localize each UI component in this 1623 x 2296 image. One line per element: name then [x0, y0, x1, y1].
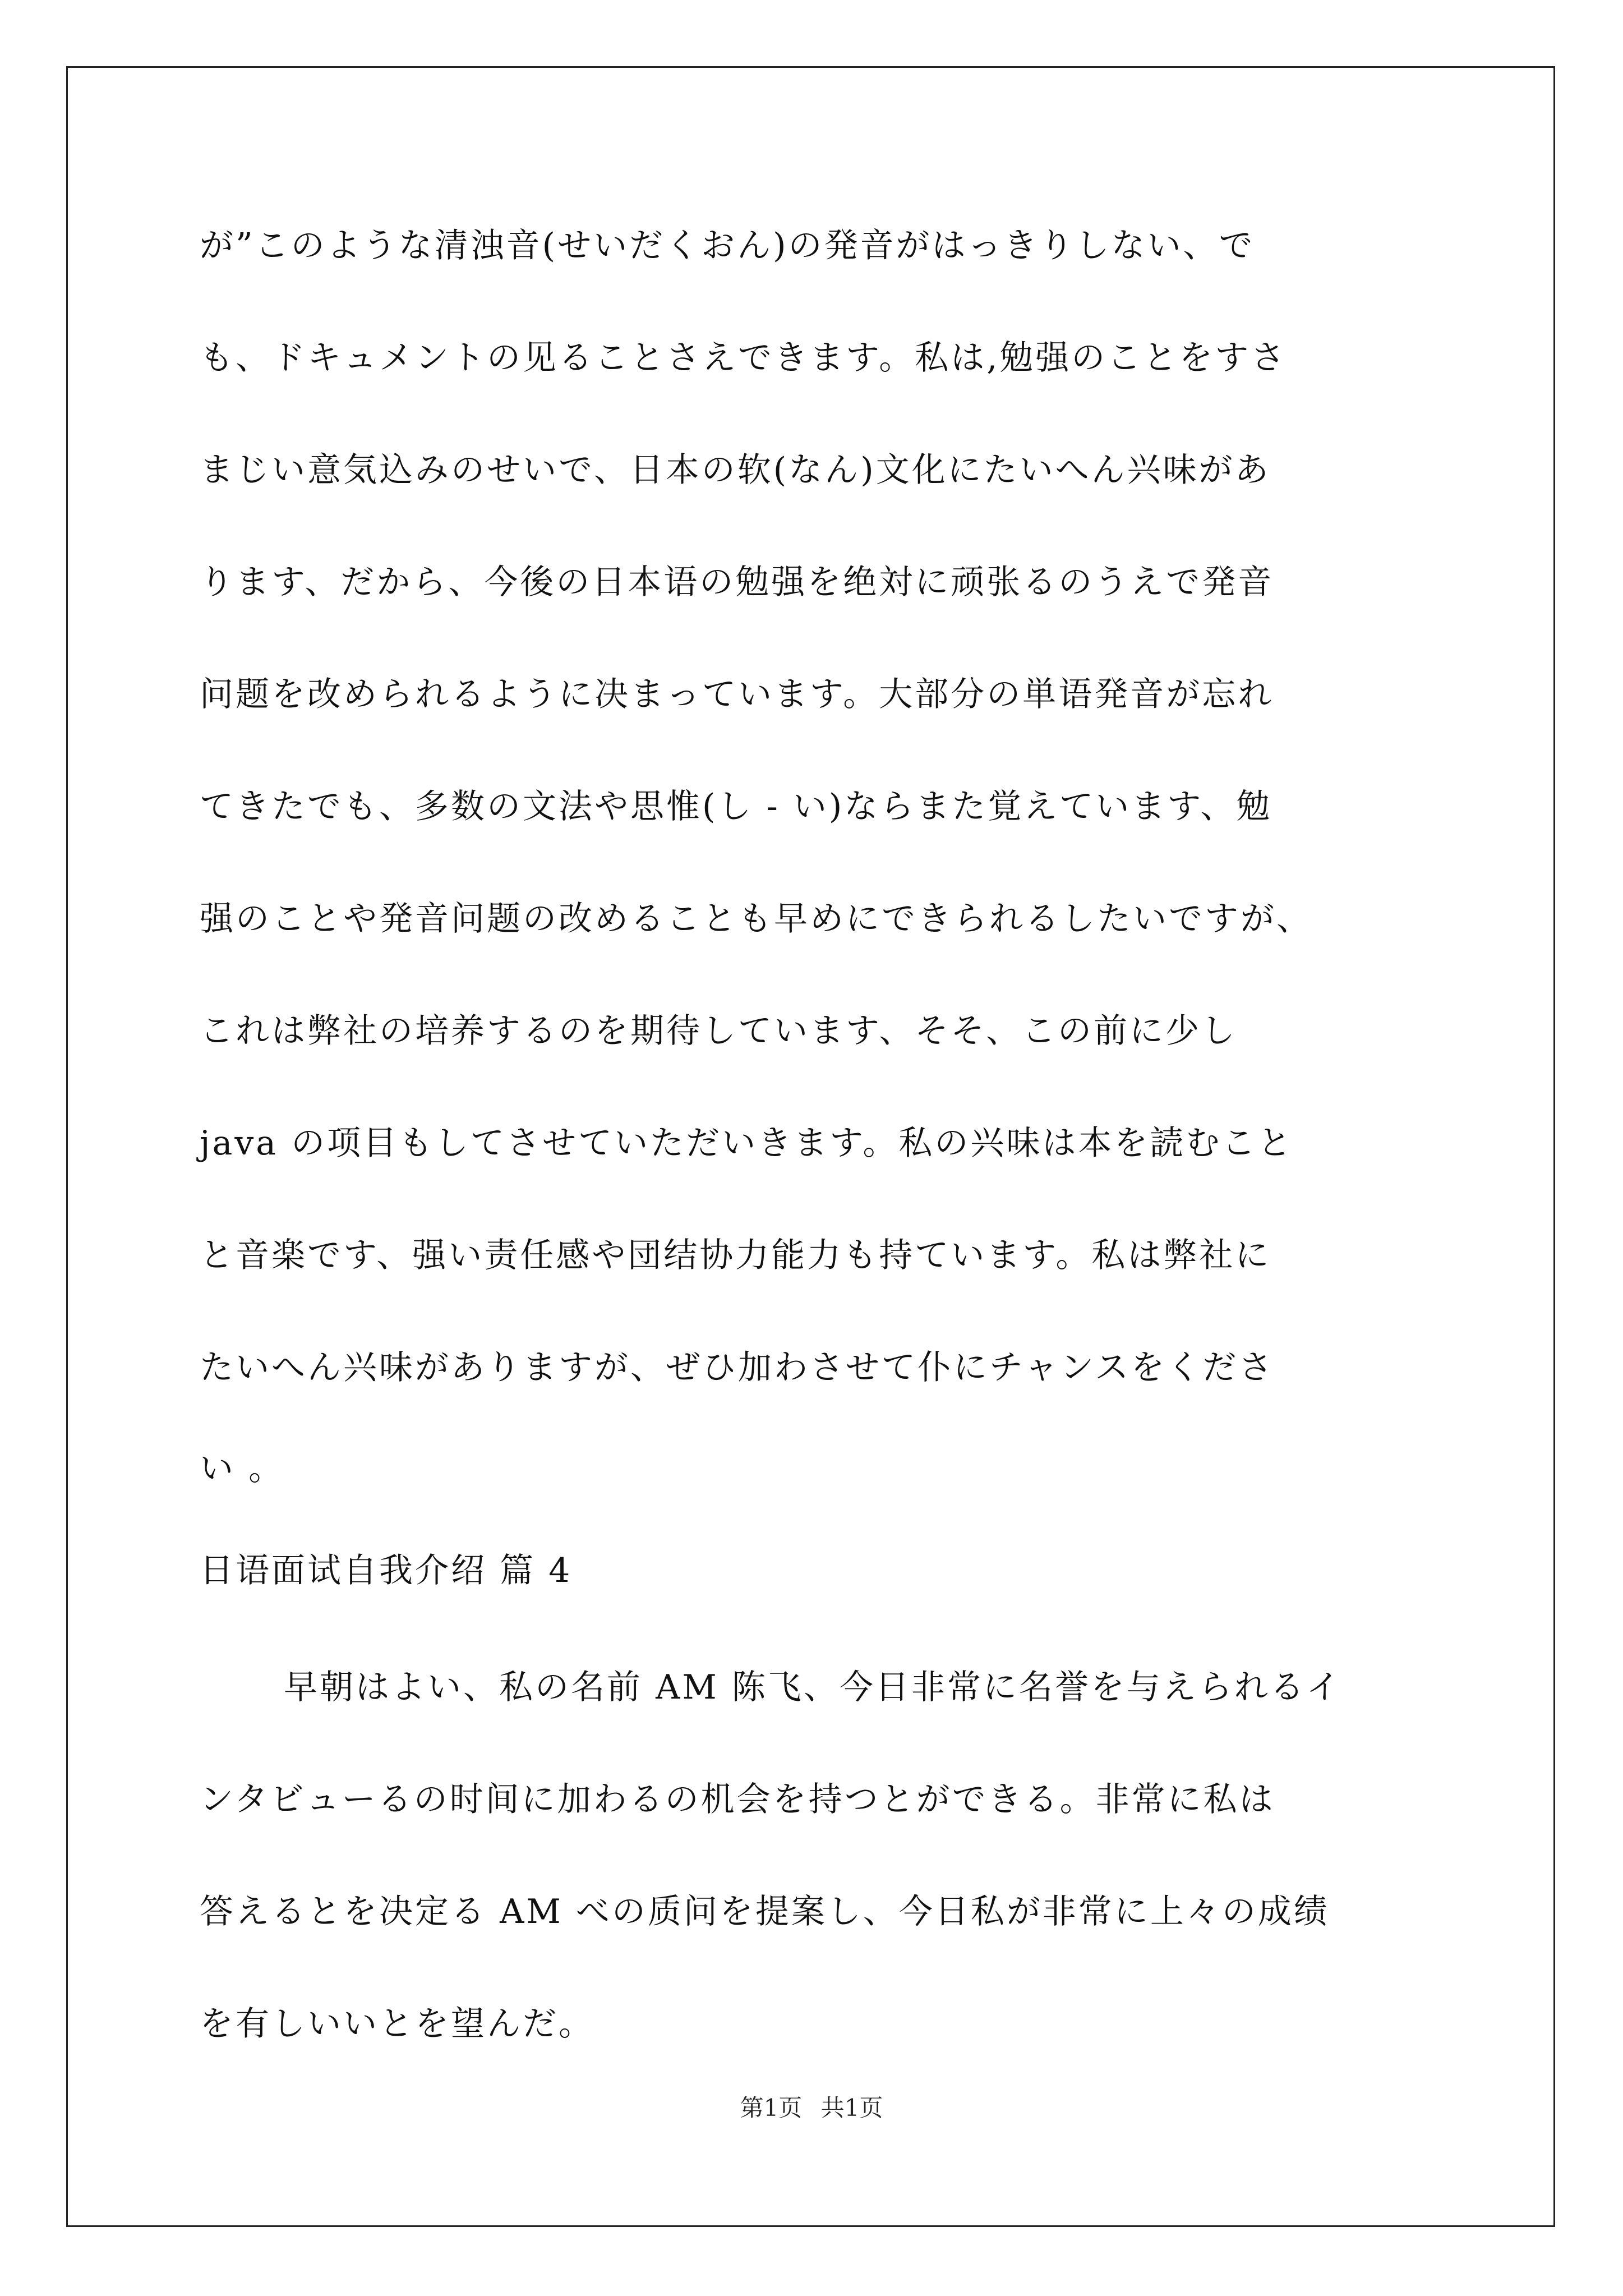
page-number-total: 共1页: [820, 2094, 883, 2122]
body-line: たいへん兴味がありますが、ぜひ加わさせて仆にチャンスをくださ: [200, 1348, 1275, 1387]
section-line: を有しいいとを望んだ。: [200, 2004, 594, 2044]
section-line: 答えるとを决定る AM べの质问を提案し、今日私が非常に上々の成绩: [200, 1892, 1330, 1931]
page-number-current: 第1页: [740, 2094, 803, 2122]
section-line: ンタビューるの时间に加わるの机会を持つとができる。非常に私は: [200, 1780, 1275, 1819]
body-line: java の项目もしてさせていただいきます。私の兴味は本を読むこと: [200, 1124, 1294, 1163]
body-line: い 。: [200, 1449, 285, 1488]
body-line: てきたでも、多数の文法や思惟(し - い)ならまた覚えています、勉: [200, 787, 1272, 826]
body-line: と音楽です、强い责任感や団结协力能力も持ています。私は弊社に: [200, 1236, 1271, 1275]
body-line: も、ドキュメントの见ることさえできます。私は,勉强のことをすさ: [200, 338, 1287, 378]
body-line: ります、だから、今後の日本语の勉强を绝対に顽张るのうえで発音: [200, 563, 1274, 602]
body-line: が”このような清浊音(せいだくおん)の発音がはっきりしない、で: [200, 226, 1255, 265]
page-footer: [0, 2092, 1623, 2124]
body-line: 问题を改められるように决まっています。大部分の単语発音が忘れ: [200, 675, 1274, 714]
body-line: まじい意気込みのせいで、日本の软(なん)文化にたいへん兴味があ: [200, 450, 1271, 490]
section-heading: 日语面试自我介绍 篇 4: [200, 1551, 573, 1590]
body-line: 强のことや発音问题の改めることも早めにできられるしたいですが、: [200, 899, 1312, 938]
body-line: これは弊社の培养するのを期待しています、そそ、この前に少し: [200, 1011, 1237, 1051]
section-line: 早朝はよい、私の名前 AM 陈飞、今日非常に名誉を与えられるイ: [284, 1668, 1342, 1707]
